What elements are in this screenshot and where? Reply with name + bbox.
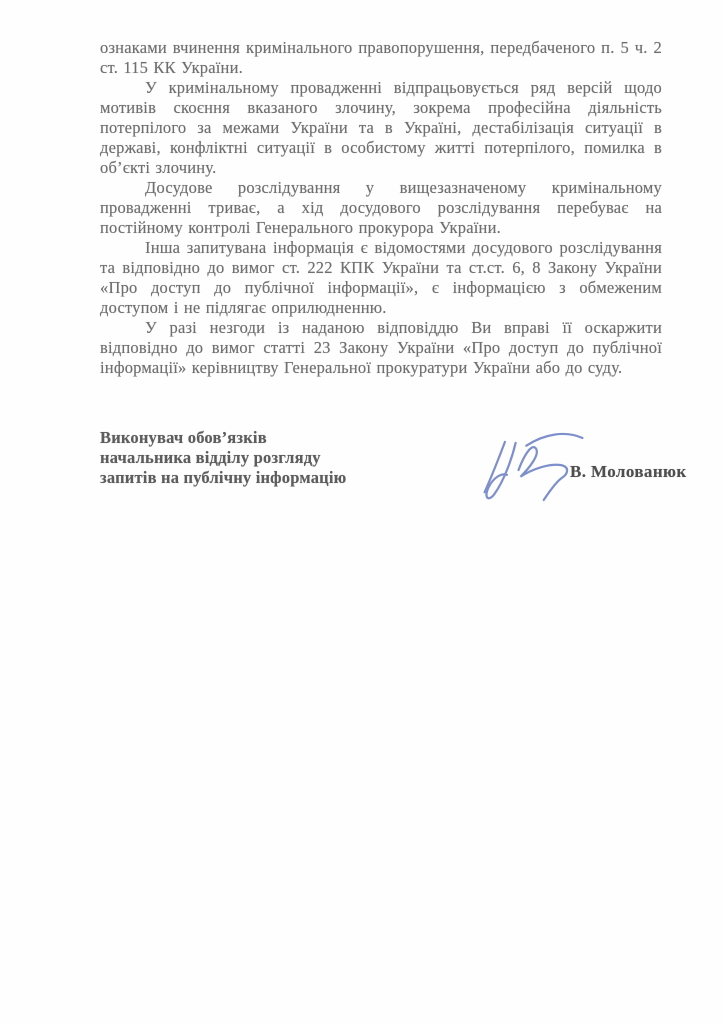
signature-block <box>100 428 687 548</box>
paragraph: У разі незгоди із наданою відповіддю Ви вправі її оскаржити відповідно до вимог статті 23 Закону України «Про доступ до публічної інформації» керівництву Генеральної прокуратури України або до суду. <box>100 318 662 377</box>
paragraph-continuation: ознаками вчинення кримінального правопорушення, передбаченого п. 5 ч. 2 ст. 115 КК України. <box>100 38 662 77</box>
paragraph: У кримінальному провадженні відпрацьовується ряд версій щодо мотивів скоєння вказаного злочину, зокрема професійна діяльність потерпілого за межами України та в Україні, дестабілізація ситуації в державі, конфліктні ситуації в особистому житті потерпілого, помилка в об’єкті злочину. <box>100 78 662 177</box>
signer-position <box>100 428 400 488</box>
position-line: запитів на публічну інформацію <box>100 468 347 487</box>
paragraph: Досудове розслідування у вищезазначеному кримінальному провадженні триває, а хід досудового розслідування перебуває на постійному контролі Генерального прокурора України. <box>100 178 662 237</box>
signer-name: В. Молованюк <box>570 462 687 481</box>
paragraph: Інша запитувана інформація є відомостями досудового розслідування та відповідно до вимог ст. 222 КПК України та ст.ст. 6, 8 Закону України «Про доступ до публічної інформації», є інформацією з обмеженим доступом і не підлягає оприлюдненню. <box>100 238 662 317</box>
letter-body <box>100 38 687 548</box>
position-line: начальника відділу розгляду <box>100 448 321 467</box>
position-line: Виконувач обов’язків <box>100 428 267 447</box>
